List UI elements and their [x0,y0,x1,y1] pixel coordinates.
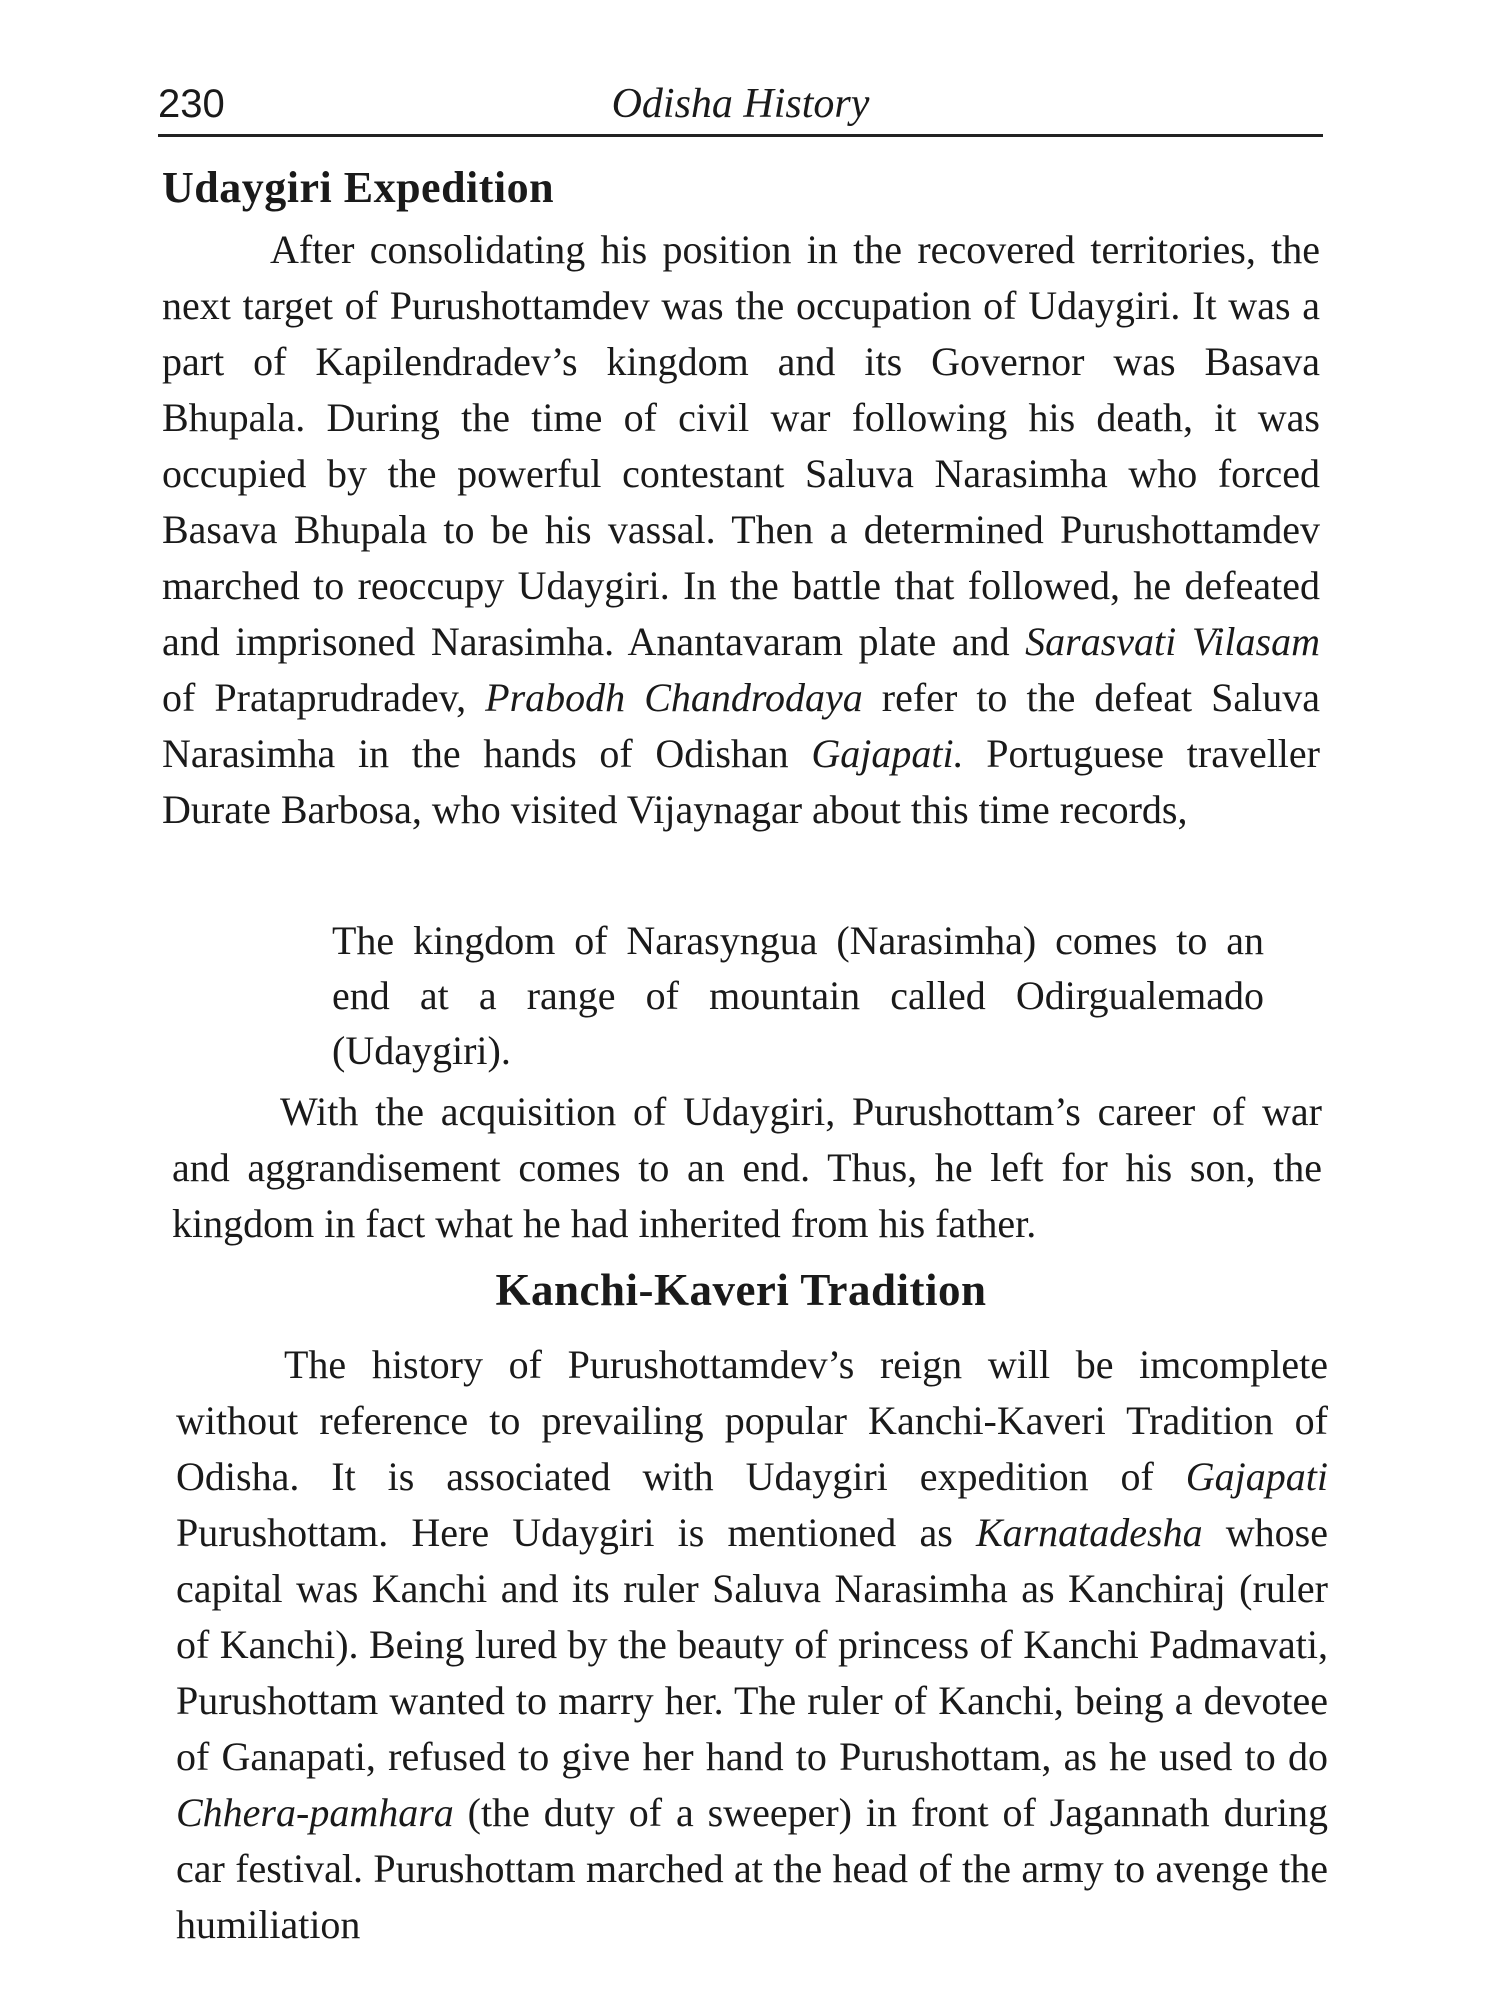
italic-term: Gajapati. [811,731,964,776]
section-heading-udaygiri-expedition: Udaygiri Expedition [162,163,555,212]
text-run: refer to the defeat Saluva Narasimha in the hands of Odishan [162,675,1321,776]
block-quote-barbosa: The kingdom of Narasyngua (Narasimha) comes to an end at a range of mountain called Odirgualemado (Udaygiri). [332,918,1264,1073]
text-run: The history of Purushottamdev’s reign will be imcomplete without reference to prevailing popular Kanchi-Kaveri Tradition of Odisha. It is associated with Udaygiri expedition of [176,1342,1328,1499]
italic-term: Sarasvati Vilasam [1025,619,1320,664]
running-title: Odisha History [611,81,870,127]
text-run: of Prataprudradev, [162,675,486,720]
text-run: (the duty of a sweeper) in front of Jagannath during car festival. Purushottam marched at the head of the army to avenge the humiliation [176,1790,1328,1947]
text-run: Portuguese traveller Durate Barbosa, who visited Vijaynagar about this time records, [162,731,1320,832]
page-header [158,78,1323,134]
paragraph-kanchi-kaveri-tradition [176,1337,1328,1953]
text-run: whose capital was Kanchi and its ruler Saluva Narasimha as Kanchiraj (ruler of Kanchi). Being lured by the beauty of princess of Kanchi Padmavati, Purushottam wanted to marry her. The ruler of Kanchi, being a devotee of Ganapati, refused to give her hand to Purushottam, as he used to do [176,1510,1328,1779]
italic-term: Prabodh Chandrodaya [485,675,863,720]
section-heading-kanchi-kaveri-tradition: Kanchi-Kaveri Tradition [495,1265,987,1315]
paragraph-udaygiri-expedition [162,222,1320,838]
italic-term: Karnatadesha [975,1510,1203,1555]
text-run: Purushottam. Here Udaygiri is mentioned as [176,1510,976,1555]
italic-term: Chhera-pamhara [176,1790,454,1835]
text-run: After consolidating his position in the recovered territories, the next target of Purushottamdev was the occupation of Udaygiri. It was a part of Kapilendradev’s kingdom and its Governor was Basava Bhupala. During the time of civil war following his death, it was occupied by the powerful contestant Saluva Narasimha who forced Basava Bhupala to be his vassal. Then a determined Purushottamdev marched to reoccupy Udaygiri. In the battle that followed, he defeated and imprisoned Narasimha. Anantavaram plate and [162,227,1320,664]
paragraph-acquisition-of-udaygiri: With the acquisition of Udaygiri, Purushottam’s career of war and aggrandisement comes to an end. Thus, he left for his son, the kingdom in fact what he had inherited from his father. [172,1089,1322,1246]
header-rule [158,134,1323,137]
italic-term: Gajapati [1185,1454,1328,1499]
page-number: 230 [158,82,225,126]
